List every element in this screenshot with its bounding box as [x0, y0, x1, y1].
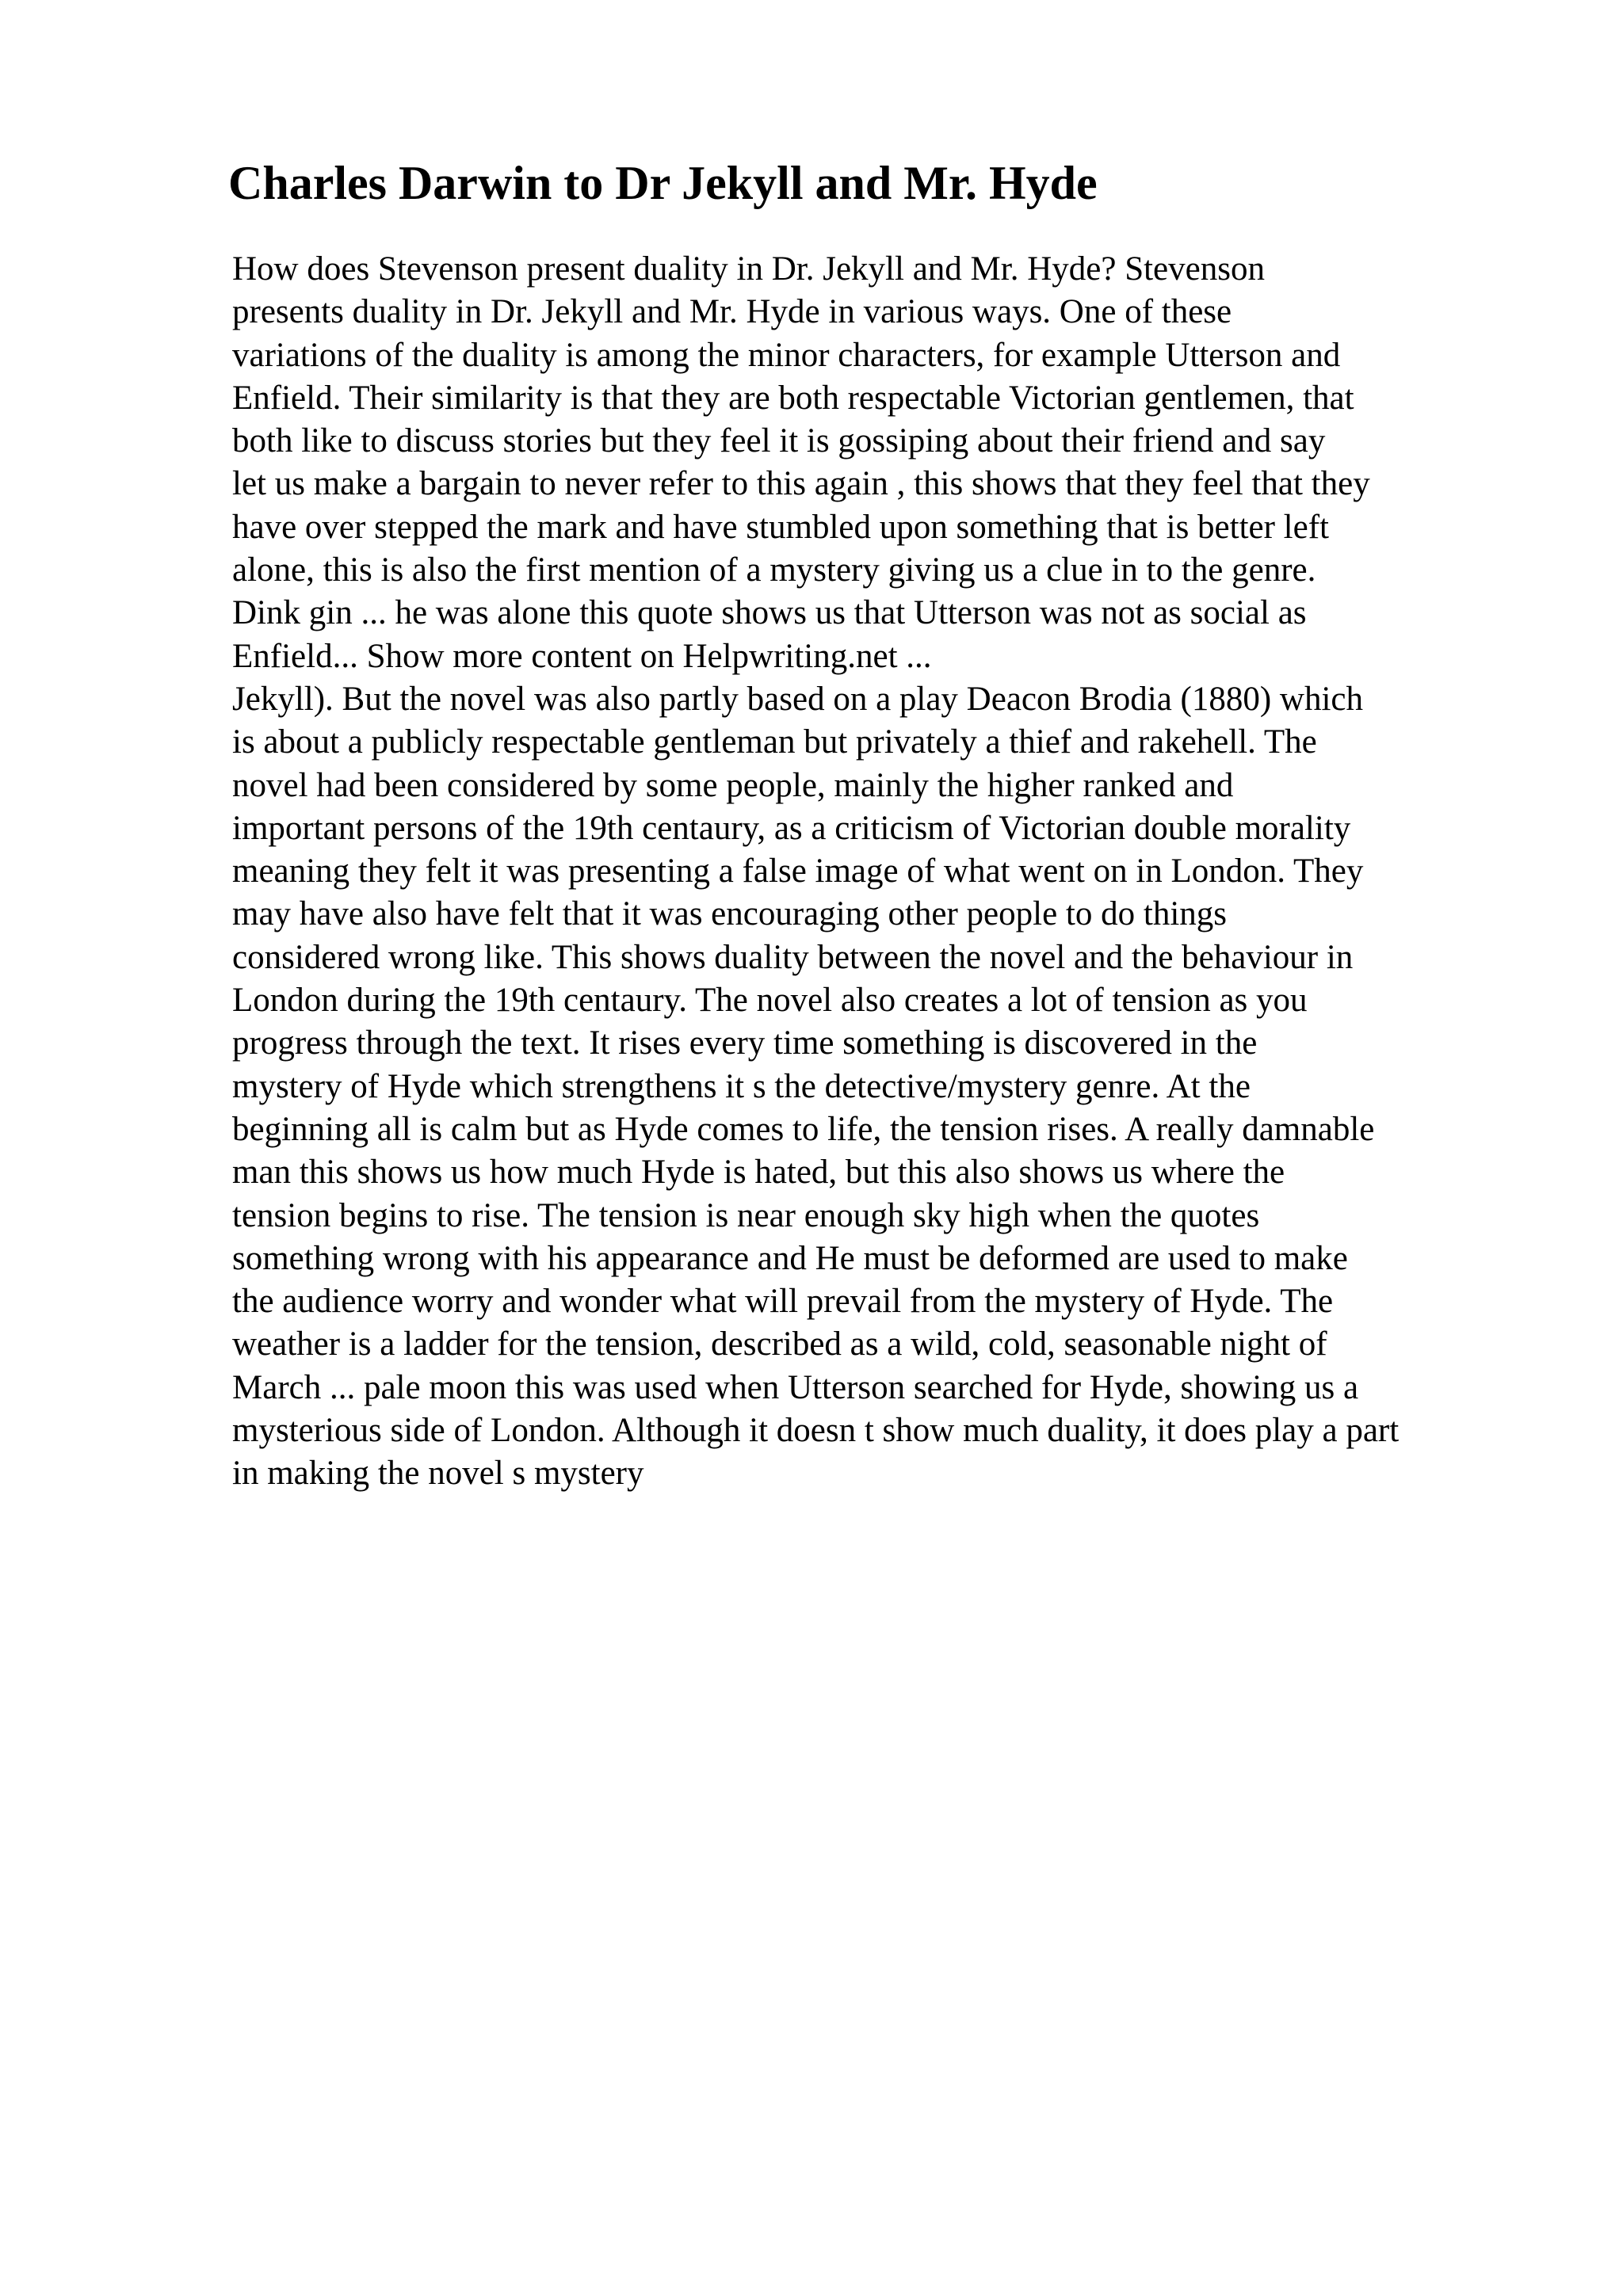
body-line: Jekyll). But the novel was also partly based on a play Deacon Brodia (1880) which: [232, 680, 1363, 718]
body-line: novel had been considered by some people, mainly the higher ranked and: [232, 766, 1234, 804]
body-line: in making the novel s mystery: [232, 1455, 644, 1493]
body-line: meaning they felt it was presenting a false image of what went on in London. They: [232, 852, 1364, 891]
body-line: may have also have felt that it was encouraging other people to do things: [232, 895, 1227, 933]
body-line: is about a publicly respectable gentleman but privately a thief and rakehell. The: [232, 723, 1317, 761]
body-line: something wrong with his appearance and He must be deformed are used to make: [232, 1239, 1348, 1277]
body-line: tension begins to rise. The tension is near enough sky high when the quotes: [232, 1196, 1260, 1234]
body-line: mysterious side of London. Although it doesn t show much duality, it does play a part: [232, 1412, 1400, 1450]
body-line: London during the 19th centaury. The novel also creates a lot of tension as you: [232, 982, 1308, 1020]
body-line: Enfield... Show more content on Helpwriting.net ...: [232, 637, 932, 675]
document-body: [232, 248, 1611, 1496]
body-line: have over stepped the mark and have stumbled upon something that is better left: [232, 508, 1329, 546]
body-line: the audience worry and wonder what will prevail from the mystery of Hyde. The: [232, 1283, 1334, 1321]
body-line: mystery of Hyde which strengthens it s the detective/mystery genre. At the: [232, 1067, 1251, 1105]
document-title: Charles Darwin to Dr Jekyll and Mr. Hyde: [228, 157, 1098, 209]
body-line: presents duality in Dr. Jekyll and Mr. Hyde in various ways. One of these: [232, 293, 1232, 331]
body-line: important persons of the 19th centaury, as a criticism of Victorian double morality: [232, 809, 1351, 847]
body-line: both like to discuss stories but they feel it is gossiping about their friend and say: [232, 422, 1326, 460]
body-line: considered wrong like. This shows duality between the novel and the behaviour in: [232, 938, 1354, 976]
body-line: beginning all is calm but as Hyde comes to life, the tension rises. A really damnable: [232, 1110, 1375, 1148]
body-line: How does Stevenson present duality in Dr. Jekyll and Mr. Hyde? Stevenson: [232, 250, 1265, 288]
body-line: variations of the duality is among the minor characters, for example Utterson and: [232, 336, 1341, 374]
body-line: March ... pale moon this was used when Utterson searched for Hyde, showing us a: [232, 1368, 1359, 1406]
body-line: Enfield. Their similarity is that they are both respectable Victorian gentlemen, that: [232, 379, 1354, 417]
body-line: man this shows us how much Hyde is hated, but this also shows us where the: [232, 1154, 1285, 1192]
body-line: Dink gin ... he was alone this quote shows us that Utterson was not as social as: [232, 594, 1307, 632]
body-line: let us make a bargain to never refer to this again , this shows that they feel that they: [232, 465, 1370, 503]
body-line: weather is a ladder for the tension, described as a wild, cold, seasonable night of: [232, 1325, 1327, 1363]
body-line: alone, this is also the first mention of a mystery giving us a clue in to the genre.: [232, 551, 1316, 589]
body-line: progress through the text. It rises every time something is discovered in the: [232, 1024, 1258, 1062]
